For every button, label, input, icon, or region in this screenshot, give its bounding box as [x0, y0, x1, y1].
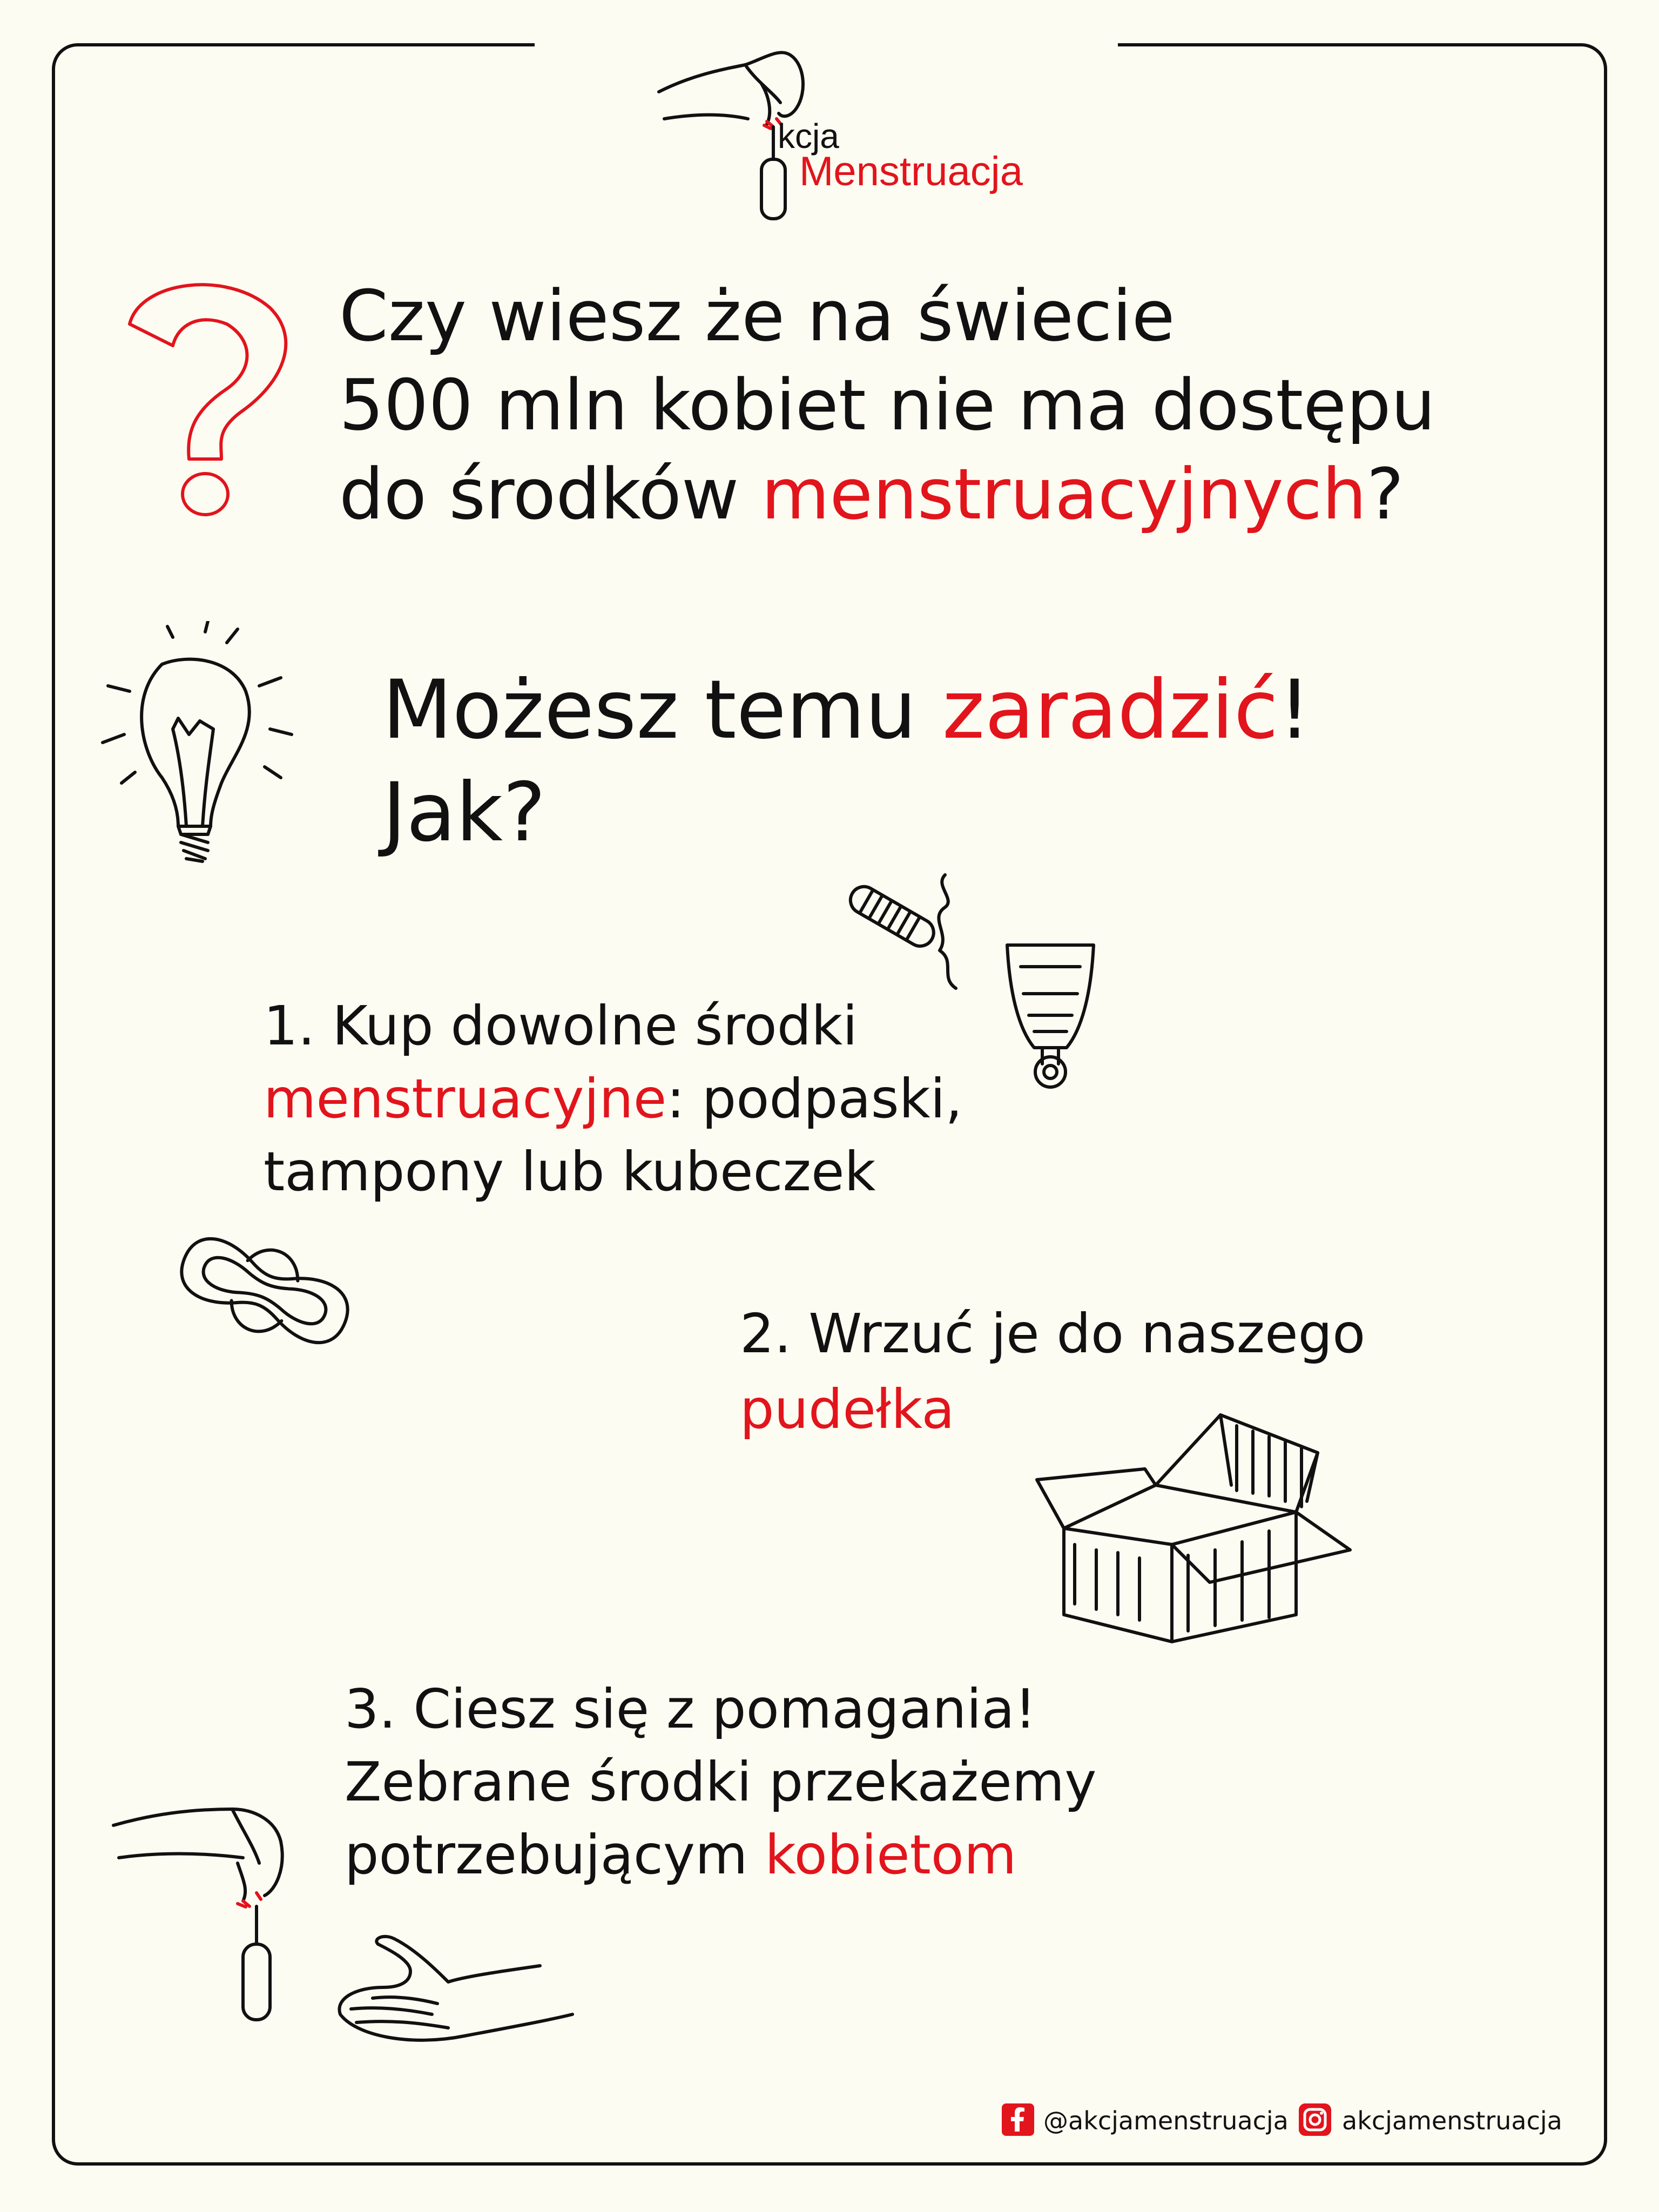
step2-line1: 2. Wrzuć je do naszego — [740, 1302, 1366, 1365]
sanitary-pad-icon — [157, 1210, 373, 1372]
step1-line3: tampony lub kubeczek — [264, 1140, 876, 1203]
facebook-handle[interactable]: @akcjamenstruacja — [1043, 2106, 1289, 2135]
question-mark-icon — [119, 275, 302, 535]
step3-line3: potrzebującym kobietom — [345, 1823, 1017, 1886]
question-line3: do środków menstruacyjnych? — [339, 453, 1404, 535]
open-box-icon — [1015, 1404, 1366, 1647]
instagram-icon[interactable] — [1299, 2103, 1331, 2136]
headline-line2: Jak? — [382, 766, 546, 860]
step1-line1: 1. Kup dowolne środki — [264, 994, 858, 1057]
step3-line2: Zebrane środki przekażemy — [345, 1750, 1097, 1813]
menstrual-cup-icon — [999, 934, 1102, 1096]
facebook-icon[interactable] — [1002, 2103, 1034, 2136]
tampon-icon — [837, 869, 967, 999]
light-bulb-icon — [97, 621, 313, 891]
hand-holding-tampon-icon — [108, 1798, 302, 2031]
open-hand-icon — [324, 1928, 578, 2052]
step2-line2: pudełka — [740, 1378, 955, 1441]
step3-line1: 3. Ciesz się z pomagania! — [345, 1677, 1036, 1741]
headline-line1: Możesz temu zaradzić! — [382, 663, 1311, 757]
question-line2: 500 mln kobiet nie ma dostępu — [339, 364, 1436, 446]
logo-line1: kcja — [778, 117, 839, 156]
logo-line2: Menstruacja — [799, 149, 1023, 194]
frame-gap — [535, 37, 1118, 53]
step1-line2: menstruacyjne: podpaski, — [264, 1067, 963, 1130]
instagram-handle[interactable]: akcjamenstruacja — [1342, 2106, 1562, 2135]
question-line1: Czy wiesz że na świecie — [339, 275, 1175, 357]
